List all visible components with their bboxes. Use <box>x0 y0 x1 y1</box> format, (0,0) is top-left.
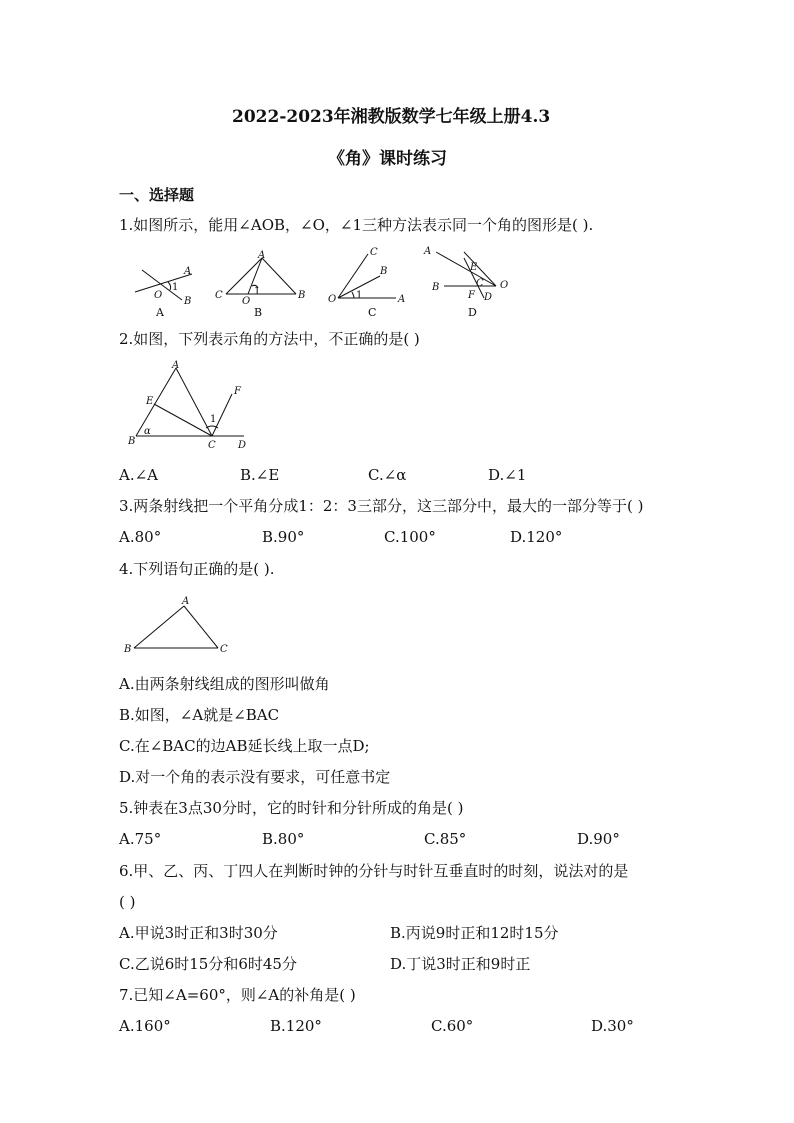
q6-option-a: A.甲说3时正和3时30分 <box>119 924 278 942</box>
q7-option-b: B.120° <box>270 1017 322 1035</box>
question-6-stem: 6.甲、乙、丙、丁四人在判断时钟的分针与时针互垂直时的时刻，说法对的是 <box>119 862 629 880</box>
section-heading: 一、选择题 <box>119 186 195 204</box>
q1-caption-c: C <box>368 306 377 319</box>
figure-label: α <box>144 426 151 437</box>
q5-option-d: D.90° <box>577 830 620 848</box>
question-4-stem: 4.下列语句正确的是( ). <box>119 560 275 578</box>
figure-label: C <box>220 644 228 655</box>
question-7-stem: 7.已知∠A=60°，则∠A的补角是( ) <box>119 986 356 1004</box>
figure-stroke <box>436 252 496 286</box>
q7-option-d: D.30° <box>591 1017 634 1035</box>
figure-label: D <box>484 292 493 303</box>
figure-label: 1 <box>172 282 179 293</box>
question-6-stem-cont: ( ) <box>119 893 136 911</box>
figure-label: B <box>380 266 388 277</box>
figure-label: 1 <box>356 290 363 301</box>
figure-label: O <box>242 296 251 307</box>
figure-label: A <box>182 596 190 607</box>
figure-label: B <box>128 436 136 447</box>
q4-option-a: A.由两条射线组成的图形叫做角 <box>119 675 330 693</box>
figure-stroke <box>184 606 218 648</box>
q2-option-c: C.∠α <box>368 466 407 484</box>
q2-option-d: D.∠1 <box>488 466 527 484</box>
figure-label: A <box>424 246 432 257</box>
figure-label: O <box>328 294 337 305</box>
q7-option-c: C.60° <box>431 1017 474 1035</box>
q3-option-d: D.120° <box>510 528 563 546</box>
figure-stroke <box>262 258 296 294</box>
figure-label: O <box>500 280 509 291</box>
figure-label: F <box>234 386 241 397</box>
question-1-stem: 1.如图所示，能用∠AOB，∠O，∠1三种方法表示同一个角的图形是( ). <box>119 216 594 234</box>
q1-figure-b <box>212 248 322 318</box>
q5-option-a: A.75° <box>119 830 162 848</box>
question-3-stem: 3.两条射线把一个平角分成1：2：3三部分，这三部分中，最大的一部分等于( ) <box>119 497 644 515</box>
figure-label: A <box>172 360 180 371</box>
page-title-line2: 《角》课时练习 <box>328 149 447 169</box>
q3-option-b: B.90° <box>262 528 305 546</box>
q1-figure-d <box>424 242 524 312</box>
q1-figure-a <box>130 250 210 320</box>
q4-option-d: D.对一个角的表示没有要求，可任意书定 <box>119 768 391 786</box>
figure-stroke <box>352 292 354 298</box>
figure-label: D <box>238 440 247 451</box>
figure-label: C <box>370 247 378 258</box>
figure-label: A <box>398 294 406 305</box>
figure-label: B <box>184 296 192 307</box>
figure-stroke <box>136 368 176 436</box>
q2-option-b: B.∠E <box>240 466 280 484</box>
figure-label: B <box>432 282 440 293</box>
figure-stroke <box>338 254 368 298</box>
q7-option-a: A.160° <box>119 1017 171 1035</box>
figure-label: C <box>476 278 484 289</box>
q1-caption-a: A <box>156 306 164 319</box>
figure-label: B <box>298 290 306 301</box>
q1-caption-d: D <box>468 306 477 319</box>
figure-stroke <box>134 606 184 648</box>
figure-label: C <box>208 440 216 451</box>
figure-label: E <box>470 262 478 273</box>
figure-stroke <box>168 282 171 290</box>
figure-label: B <box>124 644 132 655</box>
q4-option-c: C.在∠BAC的边AB延长线上取一点D; <box>119 737 370 755</box>
figure-label: O <box>154 290 163 301</box>
q5-option-c: C.85° <box>424 830 467 848</box>
q2-option-a: A.∠A <box>119 466 159 484</box>
q1-caption-b: B <box>254 306 263 319</box>
page-title-line1: 2022-2023年湘教版数学七年级上册4.3 <box>232 107 551 127</box>
figure-label: A <box>258 250 266 261</box>
q6-option-b: B.丙说9时正和12时15分 <box>390 924 559 942</box>
figure-label: 1 <box>210 414 217 425</box>
q4-figure <box>122 594 242 659</box>
figure-label: 1 <box>254 286 261 297</box>
question-5-stem: 5.钟表在3点30分时，它的时针和分针所成的角是( ) <box>119 799 464 817</box>
q2-figure <box>124 360 264 455</box>
figure-label: E <box>146 396 154 407</box>
figure-label: A <box>184 266 192 277</box>
q3-option-a: A.80° <box>119 528 162 546</box>
q4-option-b: B.如图，∠A就是∠BAC <box>119 706 280 724</box>
figure-label: F <box>468 290 475 301</box>
figure-label: C <box>215 290 223 301</box>
question-2-stem: 2.如图，下列表示角的方法中，不正确的是( ) <box>119 330 420 348</box>
q6-option-c: C.乙说6时15分和6时45分 <box>119 955 297 973</box>
q6-option-d: D.丁说3时正和9时正 <box>390 955 531 973</box>
q3-option-c: C.100° <box>384 528 436 546</box>
q5-option-b: B.80° <box>262 830 305 848</box>
